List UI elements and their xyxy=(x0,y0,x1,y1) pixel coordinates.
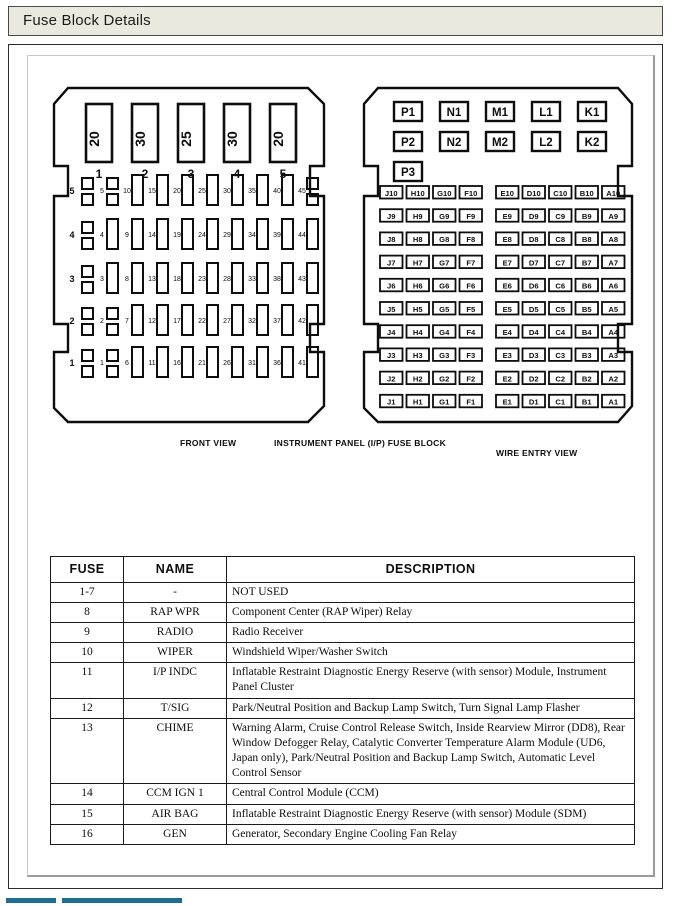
terminal-label: J6 xyxy=(387,281,396,291)
cavity-number: 26 xyxy=(223,360,231,367)
cavity-slot xyxy=(257,305,268,335)
cavity-slot xyxy=(182,263,193,293)
cavity-number: 41 xyxy=(298,360,306,367)
fuse-block-diagram-svg xyxy=(28,56,656,476)
cavity-number: 6 xyxy=(125,360,129,367)
relay-label: L1 xyxy=(539,107,553,119)
cavity-number: 17 xyxy=(173,318,181,325)
terminal-label: A10 xyxy=(606,188,621,198)
circuit-breaker-rating: 20 xyxy=(86,131,102,147)
cavity-slot xyxy=(307,219,318,249)
terminal-label: C1 xyxy=(555,397,566,407)
terminal-label: H7 xyxy=(412,258,423,268)
terminal-label: D2 xyxy=(528,374,539,384)
cavity-square xyxy=(82,238,93,249)
cell-name: T/SIG xyxy=(124,698,227,718)
cavity-slot xyxy=(232,347,243,377)
circuit-breaker-rating: 30 xyxy=(224,131,240,147)
cavity-square xyxy=(82,324,93,335)
cavity-slot xyxy=(257,347,268,377)
terminal-label: B10 xyxy=(579,188,594,198)
cell-name: RAP WPR xyxy=(124,602,227,622)
terminal-label: G10 xyxy=(437,188,452,198)
cavity-slot xyxy=(132,347,143,377)
terminal-label: C8 xyxy=(555,235,566,245)
cavity-number: 30 xyxy=(223,188,231,195)
table-row xyxy=(51,622,635,642)
table-row xyxy=(51,663,635,698)
table-head xyxy=(51,557,635,583)
terminal-label: B8 xyxy=(581,235,592,245)
cell-description: Inflatable Restraint Diagnostic Energy Reserve (with sensor) Module, Instrument Panel Cluster xyxy=(227,663,635,698)
cell-name: WIPER xyxy=(124,643,227,663)
terminal-label: H6 xyxy=(412,281,423,291)
cavity-number: 4 xyxy=(100,232,104,239)
table-body xyxy=(51,582,635,844)
caption-front-view: FRONT VIEW xyxy=(180,438,237,448)
terminal-label: A3 xyxy=(608,351,619,361)
cavity-slot xyxy=(282,219,293,249)
cavity-number: 5 xyxy=(100,188,104,195)
cavity-square xyxy=(82,178,93,189)
terminal-label: A6 xyxy=(608,281,619,291)
front-row-label: 5 xyxy=(69,186,75,196)
cavity-slot xyxy=(257,263,268,293)
terminal-label: E5 xyxy=(502,304,512,314)
terminal-label: E10 xyxy=(500,188,515,198)
terminal-label: H10 xyxy=(410,188,425,198)
circuit-breaker-position: 2 xyxy=(141,167,149,181)
cell-fuse: 14 xyxy=(51,784,124,804)
terminal-label: F7 xyxy=(466,258,476,268)
table-row xyxy=(51,643,635,663)
cell-fuse: 1-7 xyxy=(51,582,124,602)
terminal-label: B1 xyxy=(581,397,592,407)
circuit-breaker-rating: 30 xyxy=(132,131,148,147)
taskbar-item-1[interactable] xyxy=(6,898,56,903)
taskbar-item-2[interactable] xyxy=(62,898,182,903)
cavity-square xyxy=(107,366,118,377)
terminal-label: B2 xyxy=(581,374,592,384)
terminal-label: D5 xyxy=(528,304,539,314)
cell-description: Park/Neutral Position and Backup Lamp Switch, Turn Signal Lamp Flasher xyxy=(227,698,635,718)
terminal-label: J5 xyxy=(387,304,396,314)
cavity-number: 14 xyxy=(148,232,156,239)
cavity-slot xyxy=(207,219,218,249)
terminal-label: E3 xyxy=(502,351,512,361)
front-view-cavity-rows xyxy=(69,175,318,377)
terminal-label: F6 xyxy=(466,281,476,291)
relay-label: N2 xyxy=(446,137,462,149)
terminal-label: F9 xyxy=(466,212,476,221)
cavity-number: 39 xyxy=(273,232,281,239)
circuit-breaker-position: 5 xyxy=(279,167,287,181)
cavity-number: 38 xyxy=(273,276,281,283)
relay-label: K1 xyxy=(584,107,600,119)
terminal-label: A8 xyxy=(608,235,619,245)
fuse-legend-table-wrapper xyxy=(50,556,635,845)
terminal-label: E8 xyxy=(502,235,512,245)
cavity-slot xyxy=(157,219,168,249)
cavity-slot xyxy=(207,263,218,293)
cavity-slot xyxy=(207,347,218,377)
circuit-breaker-position: 1 xyxy=(95,167,103,181)
terminal-label: G3 xyxy=(439,351,450,361)
circuit-breaker-position: 3 xyxy=(187,167,195,181)
terminal-label: B7 xyxy=(581,258,592,268)
cavity-number: 11 xyxy=(148,360,156,367)
terminal-label: A5 xyxy=(608,304,619,314)
terminal-label: D3 xyxy=(528,351,539,361)
cavity-slot xyxy=(132,263,143,293)
terminal-label: D6 xyxy=(528,281,539,291)
terminal-label: A1 xyxy=(608,397,619,407)
terminal-label: C7 xyxy=(555,258,566,268)
circuit-breaker-position: 4 xyxy=(233,167,241,181)
cavity-slot xyxy=(182,219,193,249)
cavity-square xyxy=(82,366,93,377)
terminal-label: A2 xyxy=(608,374,619,384)
cavity-number: 9 xyxy=(125,232,129,239)
cavity-number: 24 xyxy=(198,232,206,239)
column-header-fuse: FUSE xyxy=(51,557,124,583)
terminal-label: J3 xyxy=(387,351,396,361)
cavity-slot xyxy=(307,263,318,293)
cavity-number: 16 xyxy=(173,360,181,367)
cavity-number: 23 xyxy=(198,276,206,283)
table-row xyxy=(51,824,635,844)
terminal-label: H5 xyxy=(412,304,423,314)
cell-description: Radio Receiver xyxy=(227,622,635,642)
table-row xyxy=(51,698,635,718)
column-header-description: DESCRIPTION xyxy=(227,557,635,583)
table-row xyxy=(51,804,635,824)
cavity-slot xyxy=(232,219,243,249)
terminal-label: J1 xyxy=(387,397,396,407)
cavity-number: 22 xyxy=(198,318,206,325)
column-header-name: NAME xyxy=(124,557,227,583)
table-row xyxy=(51,718,635,784)
cell-name: CCM IGN 1 xyxy=(124,784,227,804)
cavity-number: 43 xyxy=(298,276,306,283)
caption-center: INSTRUMENT PANEL (I/P) FUSE BLOCK xyxy=(274,438,447,448)
page-header-bar xyxy=(8,6,663,36)
terminal-label: C4 xyxy=(555,328,566,337)
relay-label: P3 xyxy=(400,167,416,179)
cavity-number: 20 xyxy=(173,188,181,195)
front-row-label: 3 xyxy=(69,274,75,284)
terminal-label: B6 xyxy=(581,281,592,291)
cavity-number: 21 xyxy=(198,360,206,367)
cell-name: I/P INDC xyxy=(124,663,227,698)
terminal-label: B5 xyxy=(581,304,592,314)
cell-name: CHIME xyxy=(124,718,227,784)
terminal-label: C6 xyxy=(555,281,566,291)
terminal-label: G6 xyxy=(439,281,450,291)
cavity-number: 44 xyxy=(298,232,306,239)
cavity-slot xyxy=(257,219,268,249)
terminal-label: E9 xyxy=(502,212,512,221)
cavity-number: 34 xyxy=(248,232,256,239)
cell-fuse: 12 xyxy=(51,698,124,718)
cavity-slot xyxy=(307,305,318,335)
cell-name: AIR BAG xyxy=(124,804,227,824)
terminal-label: H3 xyxy=(412,351,423,361)
terminal-label: F4 xyxy=(466,328,476,337)
terminal-label: B4 xyxy=(581,328,592,337)
cavity-square xyxy=(307,178,318,189)
terminal-label: A9 xyxy=(608,212,619,221)
cavity-number: 12 xyxy=(148,318,156,325)
terminal-label: C10 xyxy=(553,188,568,198)
terminal-label: J10 xyxy=(384,188,398,198)
relay-label: P1 xyxy=(400,107,416,119)
terminal-label: D7 xyxy=(528,258,539,268)
cell-name: RADIO xyxy=(124,622,227,642)
cell-fuse: 10 xyxy=(51,643,124,663)
terminal-label: D10 xyxy=(526,188,541,198)
relay-label: M2 xyxy=(492,137,508,149)
circuit-breaker-rating: 20 xyxy=(270,131,286,147)
cavity-slot xyxy=(207,305,218,335)
cavity-slot xyxy=(232,305,243,335)
cell-fuse: 13 xyxy=(51,718,124,784)
terminal-label: H9 xyxy=(412,212,423,221)
cavity-number: 35 xyxy=(248,188,256,195)
cavity-slot xyxy=(132,219,143,249)
terminal-label: J8 xyxy=(387,235,396,245)
cell-description: Inflatable Restraint Diagnostic Energy Reserve (with sensor) Module (SDM) xyxy=(227,804,635,824)
relay-socket-group xyxy=(394,102,606,181)
terminal-label: C5 xyxy=(555,304,566,314)
cell-fuse: 8 xyxy=(51,602,124,622)
cavity-slot xyxy=(282,305,293,335)
cavity-number: 15 xyxy=(148,188,156,195)
table-row xyxy=(51,582,635,602)
cavity-slot xyxy=(157,347,168,377)
cavity-slot xyxy=(157,175,168,205)
terminal-label: D8 xyxy=(528,235,539,245)
circuit-breaker-group xyxy=(86,104,296,181)
cavity-number: 3 xyxy=(100,276,104,283)
terminal-label: G9 xyxy=(439,212,450,221)
cell-fuse: 11 xyxy=(51,663,124,698)
wire-entry-terminal-grid xyxy=(380,186,625,407)
cavity-slot xyxy=(232,263,243,293)
fuse-block-diagram xyxy=(28,56,656,476)
cavity-slot xyxy=(182,305,193,335)
cavity-number: 1 xyxy=(100,360,104,367)
cavity-number: 27 xyxy=(223,318,231,325)
terminal-label: J4 xyxy=(387,328,396,337)
cavity-square xyxy=(82,194,93,205)
front-row-label: 4 xyxy=(69,230,75,240)
front-row-label: 2 xyxy=(69,316,75,326)
caption-wire-entry-view: WIRE ENTRY VIEW xyxy=(496,448,578,458)
terminal-label: D1 xyxy=(528,397,539,407)
cavity-slot xyxy=(132,305,143,335)
terminal-label: C9 xyxy=(555,212,566,221)
cavity-square xyxy=(107,178,118,189)
cavity-slot xyxy=(157,263,168,293)
terminal-label: E2 xyxy=(502,374,512,384)
cavity-square xyxy=(82,350,93,361)
terminal-label: H8 xyxy=(412,235,423,245)
cell-name: - xyxy=(124,582,227,602)
terminal-label: G7 xyxy=(439,258,450,268)
terminal-label: C2 xyxy=(555,374,566,384)
cell-fuse: 9 xyxy=(51,622,124,642)
terminal-label: B9 xyxy=(581,212,592,221)
cavity-square xyxy=(82,308,93,319)
terminal-label: F8 xyxy=(466,235,476,245)
terminal-label: J7 xyxy=(387,258,396,268)
cavity-slot xyxy=(207,175,218,205)
cell-description: Generator, Secondary Engine Cooling Fan Relay xyxy=(227,824,635,844)
terminal-label: A7 xyxy=(608,258,619,268)
cell-description: Windshield Wiper/Washer Switch xyxy=(227,643,635,663)
terminal-label: F3 xyxy=(466,351,476,361)
cavity-number: 25 xyxy=(198,188,206,195)
terminal-label: C3 xyxy=(555,351,566,361)
terminal-label: E7 xyxy=(502,258,512,268)
cell-description: Central Control Module (CCM) xyxy=(227,784,635,804)
cavity-number: 13 xyxy=(148,276,156,283)
cavity-number: 29 xyxy=(223,232,231,239)
cavity-square xyxy=(107,308,118,319)
terminal-label: G2 xyxy=(439,374,450,384)
cell-description: NOT USED xyxy=(227,582,635,602)
table-row xyxy=(51,602,635,622)
relay-label: L2 xyxy=(539,137,553,149)
cavity-square xyxy=(107,350,118,361)
cavity-slot xyxy=(107,263,118,293)
terminal-label: F2 xyxy=(466,374,476,384)
cell-description: Component Center (RAP Wiper) Relay xyxy=(227,602,635,622)
cavity-number: 37 xyxy=(273,318,281,325)
relay-label: P2 xyxy=(400,137,416,149)
cavity-number: 10 xyxy=(123,188,131,195)
terminal-label: H1 xyxy=(412,397,423,407)
relay-label: M1 xyxy=(492,107,508,119)
terminal-label: G1 xyxy=(439,397,450,407)
cavity-square xyxy=(82,282,93,293)
cavity-number: 40 xyxy=(273,188,281,195)
cavity-square xyxy=(107,194,118,205)
cavity-number: 8 xyxy=(125,276,129,283)
cavity-number: 7 xyxy=(125,318,129,325)
terminal-label: D9 xyxy=(528,212,539,221)
cavity-number: 19 xyxy=(173,232,181,239)
cavity-square xyxy=(107,324,118,335)
cavity-number: 31 xyxy=(248,360,256,367)
cavity-slot xyxy=(282,347,293,377)
terminal-label: E1 xyxy=(502,397,512,407)
relay-label: K2 xyxy=(584,137,600,149)
document-panel xyxy=(27,55,655,877)
terminal-label: A4 xyxy=(608,328,619,337)
terminal-label: F10 xyxy=(464,188,478,198)
cell-fuse: 15 xyxy=(51,804,124,824)
cavity-slot xyxy=(282,263,293,293)
cavity-slot xyxy=(107,219,118,249)
relay-label: N1 xyxy=(446,107,462,119)
content-frame xyxy=(8,44,663,889)
terminal-label: F5 xyxy=(466,304,476,314)
cell-description: Warning Alarm, Cruise Control Release Switch, Inside Rearview Mirror (DD8), Rear Window Defogger Relay, Catalytic Converter Temperature Alarm Module (UD6, Japan only), Park/Neutral Position and Backup Lamp Switch, Automatic Level Control Sensor xyxy=(227,718,635,784)
page-title: Fuse Block Details xyxy=(23,12,151,29)
cavity-slot xyxy=(157,305,168,335)
terminal-label: E6 xyxy=(502,281,512,291)
terminal-label: J9 xyxy=(387,212,396,221)
terminal-label: F1 xyxy=(466,397,476,407)
front-row-label: 1 xyxy=(69,358,75,368)
table-header-row xyxy=(51,557,635,583)
cavity-number: 33 xyxy=(248,276,256,283)
cavity-square xyxy=(82,222,93,233)
terminal-label: G4 xyxy=(439,328,450,337)
cavity-number: 36 xyxy=(273,360,281,367)
cavity-number: 18 xyxy=(173,276,181,283)
terminal-label: H2 xyxy=(412,374,423,384)
fuse-legend-table xyxy=(50,556,635,845)
terminal-label: E4 xyxy=(502,328,512,337)
terminal-label: D4 xyxy=(528,328,539,337)
table-row xyxy=(51,784,635,804)
cell-name: GEN xyxy=(124,824,227,844)
terminal-label: G5 xyxy=(439,304,450,314)
terminal-label: B3 xyxy=(581,351,592,361)
cavity-number: 32 xyxy=(248,318,256,325)
terminal-label: G8 xyxy=(439,235,450,245)
cavity-number: 42 xyxy=(298,318,306,325)
cell-fuse: 16 xyxy=(51,824,124,844)
terminal-label: H4 xyxy=(412,328,423,337)
terminal-label: J2 xyxy=(387,374,396,384)
cavity-number: 45 xyxy=(298,188,306,195)
cavity-slot xyxy=(182,347,193,377)
cavity-slot xyxy=(257,175,268,205)
cavity-number: 2 xyxy=(100,318,104,325)
cavity-square xyxy=(82,266,93,277)
cavity-number: 28 xyxy=(223,276,231,283)
circuit-breaker-rating: 25 xyxy=(178,131,194,147)
